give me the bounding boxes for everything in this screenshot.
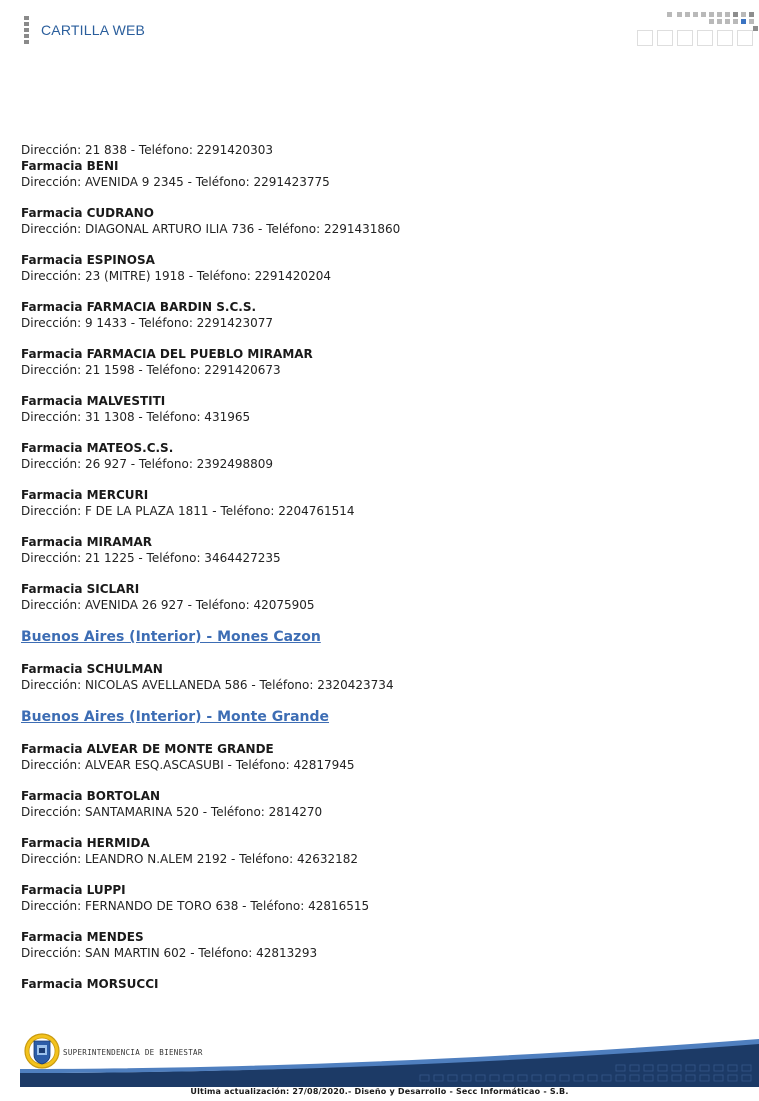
pharmacy-address: Dirección: 9 1433 - Teléfono: 2291423077: [21, 316, 274, 330]
pharmacy-name: Farmacia ALVEAR DE MONTE GRANDE: [21, 742, 274, 756]
pharmacy-address: Dirección: ALVEAR ESQ.ASCASUBI - Teléfono: 42817945: [21, 758, 355, 772]
pharmacy-address: Dirección: NICOLAS AVELLANEDA 586 - Teléfono: 2320423734: [21, 678, 394, 692]
pharmacy-entry: [21, 393, 721, 425]
pharmacy-address: Dirección: 21 1225 - Teléfono: 3464427235: [21, 551, 281, 565]
pharmacy-address: Dirección: 26 927 - Teléfono: 2392498809: [21, 457, 274, 471]
pharmacy-name: Farmacia FARMACIA DEL PUEBLO MIRAMAR: [21, 347, 313, 361]
pharmacy-name: Farmacia HERMIDA: [21, 836, 150, 850]
header-accent-bar: [24, 16, 29, 46]
pharmacy-entry: [21, 205, 721, 237]
pharmacy-address: Dirección: AVENIDA 26 927 - Teléfono: 42075905: [21, 598, 315, 612]
pharmacy-name: Farmacia SICLARI: [21, 582, 140, 596]
pharmacy-entry: [21, 487, 721, 519]
pharmacy-entry: [21, 929, 721, 961]
organization-name: SUPERINTENDENCIA DE BIENESTAR: [63, 1048, 203, 1057]
pharmacy-address: Dirección: SAN MARTIN 602 - Teléfono: 42813293: [21, 946, 318, 960]
continued-address: Dirección: 21 838 - Teléfono: 2291420303: [21, 143, 274, 157]
header-title: CARTILLA WEB: [41, 22, 146, 38]
pharmacy-name: Farmacia SCHULMAN: [21, 662, 163, 676]
pharmacy-address: Dirección: SANTAMARINA 520 - Teléfono: 2814270: [21, 805, 323, 819]
section-heading-link[interactable]: Buenos Aires (Interior) - Monte Grande: [21, 709, 330, 725]
pharmacy-entry: [21, 252, 721, 284]
pharmacy-name: Farmacia FARMACIA BARDIN S.C.S.: [21, 300, 257, 314]
pharmacy-name: Farmacia ESPINOSA: [21, 253, 155, 267]
pharmacy-name: Farmacia MATEOS.C.S.: [21, 441, 174, 455]
pharmacy-name: Farmacia MALVESTITI: [21, 394, 166, 408]
pharmacy-name: Farmacia LUPPI: [21, 883, 126, 897]
pharmacy-entry: [21, 835, 721, 867]
pharmacy-address: Dirección: LEANDRO N.ALEM 2192 - Teléfono: 42632182: [21, 852, 359, 866]
pharmacy-name: Farmacia MERCURI: [21, 488, 149, 502]
footer-update-note: Ultima actualización: 27/08/2020.- Diseño y Desarrollo - Secc Informáticao - S.B.: [190, 1087, 569, 1096]
pharmacy-name: Farmacia MENDES: [21, 930, 144, 944]
pharmacy-name: Farmacia BENI: [21, 159, 119, 173]
organization-seal-icon: [24, 1031, 60, 1071]
pharmacy-name: Farmacia CUDRANO: [21, 206, 154, 220]
pharmacy-list: [21, 142, 721, 992]
page-header: [0, 0, 759, 60]
pharmacy-entry: [21, 581, 721, 613]
pharmacy-name: Farmacia BORTOLAN: [21, 789, 161, 803]
pharmacy-entry: [21, 440, 721, 472]
pharmacy-entry: [21, 882, 721, 914]
pharmacy-name: Farmacia MORSUCCI: [21, 977, 159, 991]
pharmacy-address: Dirección: F DE LA PLAZA 1811 - Teléfono: 2204761514: [21, 504, 355, 518]
pharmacy-entry: [21, 788, 721, 820]
header-decoration-graphic: [637, 12, 759, 46]
pharmacy-address: Dirección: FERNANDO DE TORO 638 - Teléfono: 42816515: [21, 899, 370, 913]
group-2: [21, 628, 721, 693]
group-3: [21, 708, 721, 992]
group-1: [21, 158, 721, 613]
pharmacy-entry: [21, 158, 721, 190]
pharmacy-name: Farmacia MIRAMAR: [21, 535, 153, 549]
section-heading-link[interactable]: Buenos Aires (Interior) - Mones Cazon: [21, 629, 321, 645]
pharmacy-entry: [21, 299, 721, 331]
pharmacy-address: Dirección: 21 1598 - Teléfono: 2291420673: [21, 363, 281, 377]
pharmacy-address: Dirección: AVENIDA 9 2345 - Teléfono: 2291423775: [21, 175, 330, 189]
pharmacy-entry: [21, 741, 721, 773]
page-footer: [0, 1025, 759, 1101]
pharmacy-entry: [21, 976, 721, 992]
pharmacy-entry: [21, 534, 721, 566]
pharmacy-address: Dirección: 23 (MITRE) 1918 - Teléfono: 2291420204: [21, 269, 331, 283]
pharmacy-entry: [21, 346, 721, 378]
pharmacy-address: Dirección: 31 1308 - Teléfono: 431965: [21, 410, 251, 424]
pharmacy-entry: [21, 661, 721, 693]
pharmacy-address: Dirección: DIAGONAL ARTURO ILIA 736 - Teléfono: 2291431860: [21, 222, 401, 236]
footer-band-graphic: [20, 1039, 759, 1087]
